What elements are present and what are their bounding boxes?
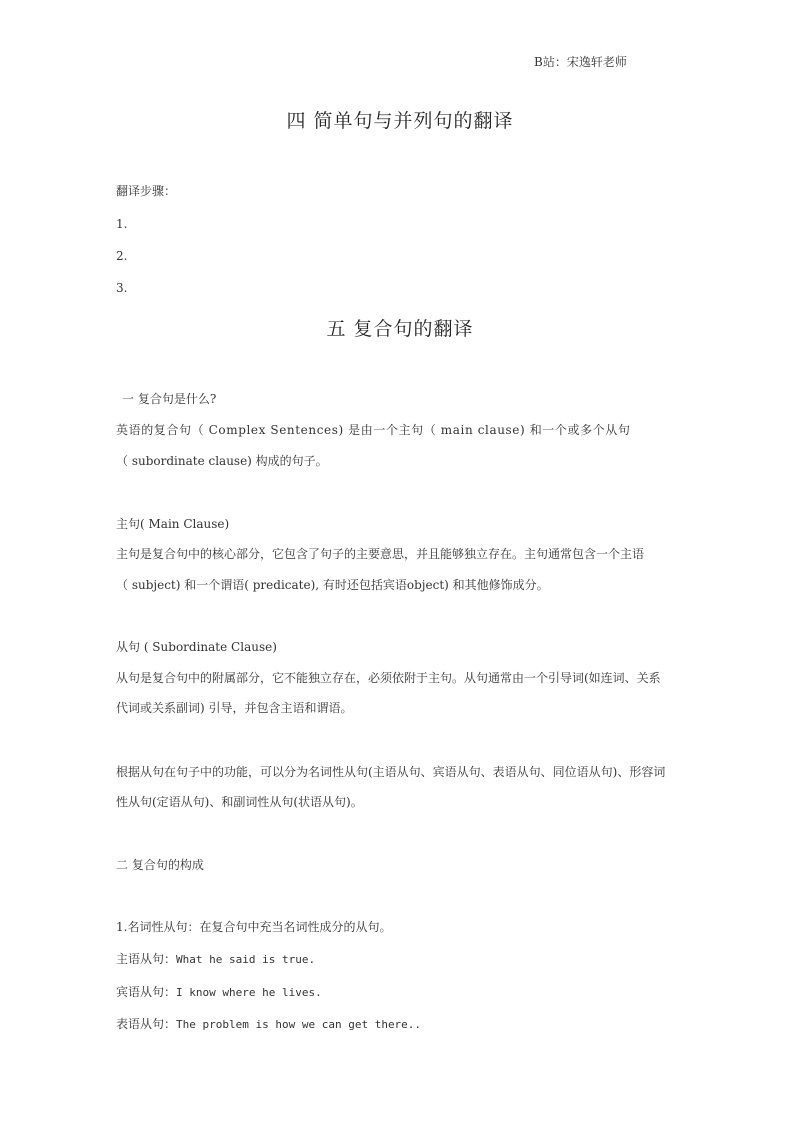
section-title-4: 四 简单句与并列句的翻译 <box>286 110 514 132</box>
steps-label: 翻译步骤： <box>116 184 177 198</box>
part2-heading: 二 复合句的构成 <box>116 858 204 872</box>
definition-line: 英语的复合句（ Complex Sentences) 是由一个主句（ main clause) 和一个或多个从句 <box>116 423 631 437</box>
example-label: 表语从句： <box>116 1017 177 1031</box>
section-title-5: 五 复合句的翻译 <box>326 318 474 340</box>
subordinate-clause-heading: 从句 ( Subordinate Clause) <box>116 640 277 654</box>
step-item: 1. <box>116 217 128 231</box>
main-clause-heading: 主句( Main Clause) <box>116 517 230 531</box>
function-text: 根据从句在句子中的功能，可以分为名词性从句(主语从句、宾语从句、表语从句、同位语从句)、形容词 <box>116 765 666 779</box>
subordinate-clause-text: 代词或关系副词) 引导，并包含主语和谓语。 <box>116 701 353 715</box>
example-label: 宾语从句： <box>116 985 177 999</box>
subordinate-clause-text: 从句是复合句中的附属部分，它不能独立存在，必须依附于主句。从句通常由一个引导词(如连词、关系 <box>116 671 661 685</box>
noun-clause-definition: 1.名词性从句：在复合句中充当名词性成分的从句。 <box>116 920 392 934</box>
main-clause-text: （ subject) 和一个谓语( predicate), 有时还包括宾语object) 和其他修饰成分。 <box>116 578 549 592</box>
definition-line: （ subordinate clause) 构成的句子。 <box>116 454 328 468</box>
example-label: 主语从句： <box>116 952 177 966</box>
step-item: 2. <box>116 249 128 263</box>
example-text: The problem is how we can get there.. <box>176 1018 422 1031</box>
example-text: What he said is true. <box>176 953 316 966</box>
step-item: 3. <box>116 281 128 295</box>
part1-heading: 一 复合句是什么? <box>122 392 217 406</box>
example-row <box>116 984 322 1001</box>
function-text: 性从句(定语从句)、和副词性从句(状语从句)。 <box>116 795 363 809</box>
main-clause-text: 主句是复合句中的核心部分，它包含了句子的主要意思，并且能够独立存在。主句通常包含一个主语 <box>116 547 645 561</box>
header-note: B站：宋逸轩老师 <box>534 55 627 69</box>
example-text: I know where he lives. <box>176 986 322 999</box>
example-row <box>116 951 315 968</box>
example-row <box>116 1016 421 1033</box>
